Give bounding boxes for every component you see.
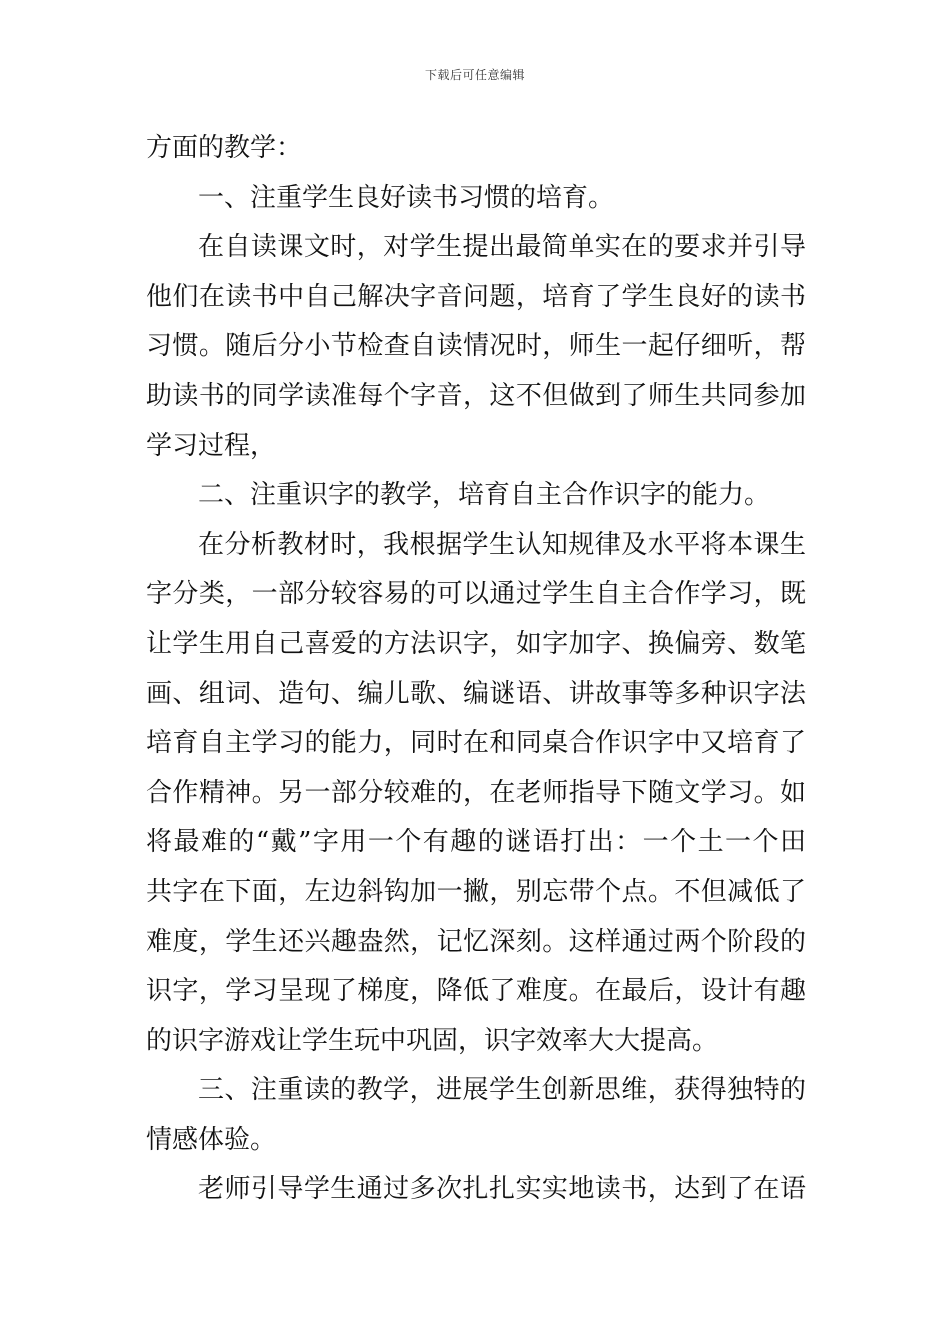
text-line: 习惯。随后分小节检查自读情况时，师生一起仔细听，帮 [146, 331, 806, 362]
text-line: 识字，学习呈现了梯度，降低了难度。在最后，设计有趣 [146, 976, 806, 1007]
text-line: 学习过程， [146, 430, 277, 461]
text-line: 在分析教材时，我根据学生认知规律及水平将本课生 [198, 529, 806, 560]
page-header-note: 下载后可任意编辑 [424, 68, 525, 82]
text-line: 二、注重识字的教学，培育自主合作识字的能力。 [198, 480, 771, 511]
document-body [146, 124, 806, 1215]
text-line: 字分类，一部分较容易的可以通过学生自主合作学习，既 [146, 579, 806, 610]
text-line: 一、注重学生良好读书习惯的培育。 [198, 182, 615, 213]
text-line: 让学生用自己喜爱的方法识字，如字加字、换偏旁、数笔 [146, 628, 806, 659]
text-line: 的识字游戏让学生玩中巩固，识字效率大大提高。 [146, 1025, 719, 1056]
text-line: 情感体验。 [146, 1124, 277, 1155]
text-line: 合作精神。另一部分较难的，在老师指导下随文学习。如 [146, 777, 806, 808]
text-line: 老师引导学生通过多次扎扎实实地读书，达到了在语 [198, 1174, 806, 1205]
text-line: 共字在下面，左边斜钩加一撇，别忘带个点。不但减低了 [146, 876, 806, 907]
text-line: 助读书的同学读准每个字音，这不但做到了师生共同参加 [146, 380, 806, 411]
text-line: 在自读课文时，对学生提出最简单实在的要求并引导 [198, 232, 806, 263]
text-line: 培育自主学习的能力，同时在和同桌合作识字中又培育了 [146, 728, 806, 759]
text-line: 他们在读书中自己解决字音问题，培育了学生良好的读书 [146, 281, 806, 312]
text-line: 画、组词、造句、编儿歌、编谜语、讲故事等多种识字法 [146, 678, 806, 709]
text-line: 方面的教学： [146, 133, 303, 163]
text-line: 三、注重读的教学，进展学生创新思维，获得独特的 [198, 1075, 806, 1106]
text-line: 将最难的“戴”字用一个有趣的谜语打出：一个土一个田 [146, 827, 806, 858]
text-line: 难度，学生还兴趣盎然，记忆深刻。这样通过两个阶段的 [146, 926, 806, 957]
